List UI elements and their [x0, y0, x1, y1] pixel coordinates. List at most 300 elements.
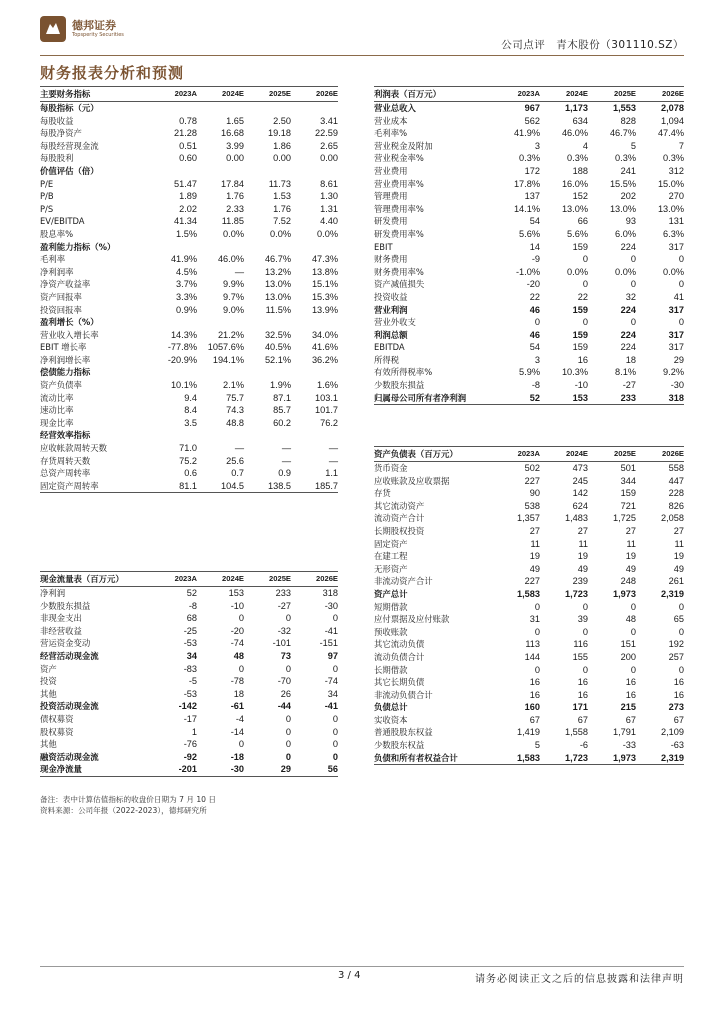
cell-value: 15.5% — [609, 178, 636, 189]
cell-value — [150, 241, 197, 254]
cell-value: -33 — [622, 740, 636, 751]
table-row — [374, 253, 684, 266]
cell-value: 0.0% — [270, 228, 291, 239]
table-row — [374, 127, 684, 140]
cell-value: 826 — [668, 500, 684, 511]
cell-value: 318 — [322, 588, 338, 598]
cell-value: 0 — [285, 613, 291, 624]
cell-value: 46.7% — [609, 128, 636, 139]
cell-value — [150, 165, 197, 178]
table-row — [40, 241, 338, 254]
table-title: 资产负债表（百万元） — [374, 447, 492, 462]
cell-value: 1.86 — [273, 140, 291, 151]
cell-value: 51.47 — [174, 178, 197, 189]
cell-value: 67 — [673, 714, 684, 725]
cell-value: -8 — [531, 380, 540, 391]
row-label: 管理费用 — [374, 191, 408, 202]
cell-value: 5.6% — [567, 228, 588, 239]
cell-value: 318 — [636, 392, 684, 405]
table-row — [374, 512, 684, 525]
cell-value: -30 — [670, 380, 684, 391]
table-title: 利润表（百万元） — [374, 87, 492, 102]
row-label: 资产回报率 — [40, 291, 82, 302]
cell-value — [197, 316, 244, 329]
cell-value: 0 — [630, 601, 636, 612]
table-row — [40, 215, 338, 228]
row-label: 营业成本 — [374, 115, 408, 126]
cell-value: 16.68 — [221, 128, 244, 139]
cell-value: 233 — [588, 392, 636, 405]
cell-value: -83 — [183, 663, 197, 674]
cell-value: 13.0% — [561, 203, 588, 214]
row-label: 盈利增长（%） — [40, 317, 99, 328]
cell-value: 0 — [582, 626, 588, 637]
row-label: 应收账款及应收票据 — [374, 475, 450, 486]
cell-value: 40.5% — [264, 342, 291, 353]
column-header: 2024E — [540, 447, 588, 462]
column-header: 2025E — [588, 447, 636, 462]
cell-value — [291, 316, 338, 329]
cell-value: 131 — [668, 216, 684, 227]
table-row — [374, 178, 684, 191]
disclaimer: 请务必阅读正文之后的信息披露和法律声明 — [475, 974, 684, 985]
cell-value: 97 — [327, 650, 338, 661]
cell-value: 52 — [186, 588, 197, 598]
cell-value: 0.0% — [615, 266, 636, 277]
cell-value: 17.8% — [513, 178, 540, 189]
table-row — [374, 215, 684, 228]
table-row — [40, 738, 338, 751]
cell-value: 0 — [285, 713, 291, 724]
row-label: 存货周转天数 — [40, 455, 91, 466]
row-label: 非经营收益 — [40, 625, 82, 636]
cell-value: 116 — [573, 639, 588, 650]
cell-value: 11 — [578, 538, 588, 549]
cell-value: 8.61 — [320, 178, 338, 189]
cell-value: -5 — [188, 676, 197, 687]
cell-value: 67 — [577, 714, 588, 725]
cell-value — [150, 429, 197, 442]
cell-value: -20 — [230, 625, 244, 636]
cell-value: 0 — [332, 613, 338, 624]
cell-value: 0 — [332, 713, 338, 724]
row-label: 毛利率% — [374, 128, 408, 139]
row-label: 其它流动负债 — [374, 639, 425, 650]
cell-value: 27 — [529, 525, 540, 536]
table-row — [40, 140, 338, 153]
cell-value: 15.3% — [311, 291, 338, 302]
cell-value: -101 — [272, 638, 291, 649]
row-label: 存货 — [374, 488, 391, 499]
table-row — [40, 152, 338, 165]
row-label: 资产负债率 — [40, 380, 82, 391]
cell-value: 49 — [577, 563, 588, 574]
cell-value: 16 — [673, 677, 684, 688]
cell-value: 144 — [524, 651, 540, 662]
cell-value: 10.1% — [170, 380, 197, 391]
table-row — [374, 165, 684, 178]
table-row — [40, 228, 338, 241]
table-row — [374, 266, 684, 279]
cell-value: 19.18 — [268, 128, 291, 139]
table-row — [40, 178, 338, 191]
cell-value: 0.3% — [567, 153, 588, 164]
row-label: 净资产收益率 — [40, 279, 91, 290]
row-label: 资产减值损失 — [374, 279, 425, 290]
table-row — [374, 241, 684, 254]
cell-value: 2,109 — [661, 727, 684, 738]
row-label: 每股净资产 — [40, 128, 82, 139]
row-label: 少数股东权益 — [374, 740, 425, 751]
cell-value: 0 — [534, 601, 540, 612]
row-label: 研发费用 — [374, 216, 408, 227]
cell-value: 0.00 — [320, 153, 338, 164]
table-title: 主要财务指标 — [40, 87, 150, 102]
cell-value: 634 — [572, 115, 588, 126]
row-label: 每股收益 — [40, 115, 74, 126]
cell-value: 447 — [668, 475, 684, 486]
cell-value: 188 — [572, 165, 588, 176]
cell-value: 828 — [620, 115, 636, 126]
row-label: 经营效率指标 — [40, 430, 91, 441]
cell-value: 1,973 — [613, 588, 636, 599]
cell-value: 5.9% — [519, 367, 540, 378]
cell-value: 3.41 — [320, 115, 338, 126]
cell-value — [197, 241, 244, 254]
table-row — [374, 689, 684, 702]
balance-sheet-table — [374, 446, 684, 765]
cashflow-table — [40, 571, 338, 777]
cell-value: 41 — [673, 291, 684, 302]
cell-value: — — [234, 266, 244, 277]
table-row — [40, 366, 338, 379]
row-label: 非现金支出 — [40, 613, 82, 624]
cell-value: 0 — [238, 739, 244, 750]
cell-value: 19 — [673, 551, 684, 562]
row-label: P/E — [40, 178, 54, 189]
cell-value: 9.9% — [223, 279, 244, 290]
cell-value: 1,791 — [613, 727, 636, 738]
cell-value: 245 — [572, 475, 588, 486]
cell-value: 0 — [582, 664, 588, 675]
cell-value: 13.9% — [311, 304, 338, 315]
cell-value: -25 — [183, 625, 197, 636]
cell-value: 75.7 — [226, 392, 244, 403]
table-row — [40, 253, 338, 266]
cell-value: 317 — [668, 304, 684, 315]
cell-value: 317 — [668, 329, 684, 340]
row-label: 每股股利 — [40, 153, 74, 164]
cell-value: 29 — [244, 763, 291, 776]
cell-value: 7 — [678, 140, 684, 151]
cell-value: 3.99 — [226, 140, 244, 151]
row-label: 融资活动现金流 — [40, 751, 99, 762]
cell-value: 54 — [529, 216, 540, 227]
row-label: 普通股股东权益 — [374, 727, 433, 738]
table-row — [40, 329, 338, 342]
table-header-row — [40, 572, 338, 587]
cell-value: 16 — [529, 689, 540, 700]
column-header: 2026E — [636, 447, 684, 462]
cell-value: 87.1 — [273, 392, 291, 403]
column-header: 2024E — [197, 87, 244, 102]
cell-value: 21.2% — [217, 329, 244, 340]
cell-value: 224 — [620, 329, 636, 340]
table-header-row — [374, 87, 684, 102]
cell-value: 142 — [572, 488, 588, 499]
table-row — [40, 700, 338, 713]
cell-value: 0 — [534, 317, 540, 328]
column-header: 2024E — [197, 572, 244, 587]
cell-value: 2.65 — [320, 140, 338, 151]
cell-value: 1,723 — [540, 752, 588, 765]
cell-value: 41.6% — [311, 342, 338, 353]
cell-value: -1.0% — [515, 266, 540, 277]
cell-value: 1057.6% — [207, 342, 244, 353]
financial-indicators-table — [40, 86, 338, 493]
cell-value: 257 — [668, 651, 684, 662]
cell-value: 34.0% — [311, 329, 338, 340]
cell-value: 27 — [673, 525, 684, 536]
source-line: 资料来源：公司年报（2022-2023），德邦研究所 — [40, 806, 207, 815]
cell-value: 32.5% — [264, 329, 291, 340]
cell-value — [291, 429, 338, 442]
column-header: 2023A — [492, 447, 540, 462]
cell-value: 65 — [673, 614, 684, 625]
row-label: 营业外收支 — [374, 317, 416, 328]
cell-value: -63 — [670, 740, 684, 751]
cell-value: 153 — [228, 588, 244, 598]
cell-value: — — [234, 443, 244, 454]
column-header: 2024E — [540, 87, 588, 102]
cell-value: 22 — [577, 291, 588, 302]
cell-value: -4 — [235, 713, 244, 724]
row-label: 每股经营现金流 — [40, 140, 99, 151]
table-row — [374, 140, 684, 153]
table-row — [40, 392, 338, 405]
cell-value: 344 — [620, 475, 636, 486]
cell-value — [244, 165, 291, 178]
income-statement-table — [374, 86, 684, 405]
table-row — [374, 475, 684, 488]
cell-value: 233 — [275, 588, 291, 598]
cell-value: 4.5% — [176, 266, 197, 277]
row-label: 流动资产合计 — [374, 513, 425, 524]
company-logo — [40, 16, 124, 42]
table-row — [374, 626, 684, 639]
cell-value: 202 — [620, 191, 636, 202]
cell-value: 19 — [625, 551, 636, 562]
cell-value: -14 — [230, 726, 244, 737]
cell-value: 16.0% — [561, 178, 588, 189]
cell-value: 49 — [625, 563, 636, 574]
row-label: 营业收入增长率 — [40, 329, 99, 340]
row-label: 流动负债合计 — [374, 651, 425, 662]
column-header: 2025E — [244, 87, 291, 102]
table-row — [374, 354, 684, 367]
cell-value: 29 — [673, 354, 684, 365]
cell-value: -76 — [183, 739, 197, 750]
cell-value: 273 — [668, 702, 684, 713]
table-row — [40, 612, 338, 625]
table-row — [374, 638, 684, 651]
cell-value: 8.4 — [184, 405, 197, 416]
table-row — [40, 379, 338, 392]
cell-value: 27 — [577, 525, 588, 536]
cell-value: 1 — [191, 726, 197, 737]
cell-value — [244, 366, 291, 379]
cell-value: 14.3% — [170, 329, 197, 340]
table-row — [374, 752, 684, 765]
cell-value: -74 — [324, 676, 338, 687]
cell-value: 32 — [625, 291, 636, 302]
cell-value: 49 — [529, 563, 540, 574]
cell-value: 3.7% — [176, 279, 197, 290]
cell-value: 71.0 — [179, 443, 197, 454]
cell-value: 16 — [577, 677, 588, 688]
cell-value: 0.0% — [663, 266, 684, 277]
cell-value: 0.0% — [223, 228, 244, 239]
row-label: 长期借款 — [374, 664, 408, 675]
cell-value: -201 — [150, 763, 197, 776]
cell-value: 501 — [620, 463, 636, 473]
cell-value: 13.0% — [609, 203, 636, 214]
cell-value: 3 — [534, 354, 540, 365]
cell-value: 1,419 — [517, 727, 540, 738]
row-label: 营业费用 — [374, 165, 408, 176]
cell-value: 9.4 — [184, 392, 197, 403]
table-row — [40, 354, 338, 367]
cell-value: 1.65 — [226, 115, 244, 126]
cell-value — [291, 241, 338, 254]
cell-value: 18 — [233, 688, 244, 699]
table-row — [374, 102, 684, 115]
cell-value: 227 — [524, 475, 540, 486]
page-title: 财务报表分析和预测 — [40, 64, 185, 82]
row-label: 预收账款 — [374, 626, 408, 637]
cell-value: 241 — [620, 165, 636, 176]
row-label: 营业税金率% — [374, 153, 424, 164]
row-label: 负债和所有者权益合计 — [374, 752, 492, 765]
row-label: 投资 — [40, 676, 57, 687]
cell-value: 215 — [620, 702, 636, 713]
cell-value: 317 — [668, 241, 684, 252]
cell-value — [244, 429, 291, 442]
cell-value: 9.7% — [223, 291, 244, 302]
cell-value: 34 — [186, 650, 197, 661]
cell-value — [244, 241, 291, 254]
cell-value: 502 — [524, 463, 540, 473]
cell-value: 2,078 — [661, 103, 684, 113]
cell-value: 7.52 — [273, 216, 291, 227]
cell-value: 2.02 — [179, 203, 197, 214]
column-header: 2023A — [150, 87, 197, 102]
cell-value — [244, 102, 291, 115]
cell-value: 6.3% — [663, 228, 684, 239]
cell-value: 49 — [673, 563, 684, 574]
cell-value: 104.5 — [197, 480, 244, 493]
row-label: P/S — [40, 203, 54, 214]
cell-value: 137 — [524, 191, 540, 202]
cell-value: -18 — [230, 751, 244, 762]
table-row — [40, 726, 338, 739]
cell-value: 0 — [285, 663, 291, 674]
table-row — [40, 751, 338, 764]
cell-value: 1,725 — [613, 513, 636, 524]
cell-value: 18 — [625, 354, 636, 365]
table-row — [374, 739, 684, 752]
cell-value: 192 — [668, 639, 684, 650]
cell-value: 1.31 — [320, 203, 338, 214]
table-row — [40, 304, 338, 317]
cell-value: -61 — [230, 701, 244, 712]
table-row — [40, 203, 338, 216]
row-label: 股息率% — [40, 228, 74, 239]
cell-value: — — [281, 443, 291, 454]
cell-value: 17.84 — [221, 178, 244, 189]
cell-value: 0 — [630, 664, 636, 675]
row-label: 资产 — [40, 663, 57, 674]
cell-value: 15.0% — [657, 178, 684, 189]
cell-value: 538 — [524, 500, 540, 511]
row-label: 少数股东损益 — [40, 600, 91, 611]
table-row — [374, 304, 684, 317]
row-label: 无形资产 — [374, 563, 408, 574]
cell-value: 1,094 — [661, 115, 684, 126]
cell-value: 153 — [540, 392, 588, 405]
page-number: 3 / 4 — [338, 970, 361, 981]
cell-value: 0 — [285, 739, 291, 750]
cell-value: 0 — [678, 601, 684, 612]
table-row — [374, 601, 684, 614]
cell-value: 0 — [238, 613, 244, 624]
cell-value: 1.89 — [179, 191, 197, 202]
row-label: EBIT — [374, 241, 393, 252]
cell-value: 27 — [625, 525, 636, 536]
cell-value: 1.9% — [270, 380, 291, 391]
page-header — [40, 16, 684, 56]
cell-value: 0 — [582, 601, 588, 612]
cell-value: -142 — [178, 701, 197, 712]
cell-value: -9 — [531, 254, 540, 265]
cell-value: 73 — [280, 650, 291, 661]
cell-value: -53 — [183, 688, 197, 699]
row-label: 价值评估（倍） — [40, 165, 99, 176]
table-row — [40, 127, 338, 140]
row-label: 营运资金变动 — [40, 638, 91, 649]
cell-value: 0 — [285, 751, 291, 762]
table-row — [374, 190, 684, 203]
cell-value: 1,357 — [517, 513, 540, 524]
table-row — [374, 701, 684, 714]
row-label: 盈利能力指标（%） — [40, 241, 116, 252]
row-label: 财务费用率% — [374, 266, 424, 277]
cell-value: 101.7 — [315, 405, 338, 416]
table-row — [40, 637, 338, 650]
row-label: 负债总计 — [374, 702, 408, 713]
cell-value: 39 — [577, 614, 588, 625]
row-label: 股权募资 — [40, 726, 74, 737]
cell-value: 22 — [529, 291, 540, 302]
row-label: 其它长期负债 — [374, 677, 425, 688]
column-header: 2023A — [150, 572, 197, 587]
cell-value: 11 — [530, 538, 540, 549]
cell-value: 2,058 — [661, 513, 684, 524]
table-row — [40, 480, 338, 493]
cell-value: 25.6 — [226, 455, 244, 466]
cell-value: 103.1 — [315, 392, 338, 403]
table-row — [40, 429, 338, 442]
